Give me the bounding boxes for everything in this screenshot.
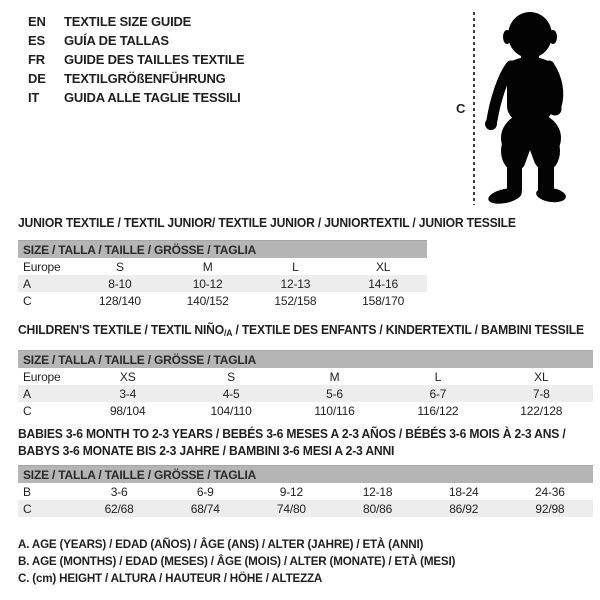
table-row bbox=[18, 500, 593, 517]
table-row bbox=[18, 258, 427, 275]
table-row bbox=[18, 402, 593, 419]
language-label: GUIDE DES TAILLES TEXTILE bbox=[64, 52, 245, 67]
size-cell: S bbox=[115, 259, 124, 274]
size-cell: XS bbox=[119, 369, 136, 384]
size-cell: XL bbox=[534, 369, 549, 384]
language-row bbox=[28, 50, 244, 69]
size-cell: 116/122 bbox=[417, 403, 459, 418]
language-code: DE bbox=[28, 71, 46, 86]
baby-silhouette bbox=[483, 8, 579, 208]
size-header-bar: SIZE / TALLA / TAILLE / GRÖSSE / TAGLIA bbox=[18, 241, 427, 259]
size-cell: XL bbox=[375, 259, 391, 274]
language-row bbox=[28, 12, 244, 31]
row-label: Europe bbox=[23, 259, 61, 274]
size-cell: 8-10 bbox=[76, 275, 164, 292]
size-cell: 152/158 bbox=[274, 293, 317, 308]
size-cell: 18-24 bbox=[448, 484, 479, 499]
size-cell: M bbox=[202, 259, 213, 274]
size-cell: 9-12 bbox=[279, 484, 303, 499]
size-cell: 6-9 bbox=[196, 484, 214, 499]
row-label: C bbox=[18, 500, 76, 517]
title-text: BABYS 3-6 MONATE BIS 2-3 JAHRE / BAMBINI 3-6 MESI A 2-3 ANNI bbox=[18, 444, 395, 458]
table-row bbox=[18, 368, 593, 385]
size-cell: 98/104 bbox=[109, 403, 146, 418]
language-code: EN bbox=[28, 14, 46, 29]
row-label: B bbox=[23, 484, 31, 499]
table-row bbox=[18, 275, 427, 292]
language-row bbox=[28, 88, 244, 107]
size-cell: 5-6 bbox=[283, 385, 386, 402]
size-cell: 10-12 bbox=[164, 275, 252, 292]
height-measure-label: C bbox=[456, 101, 466, 116]
size-cell: M bbox=[329, 369, 340, 384]
title-text: CHILDREN'S TEXTILE / TEXTIL NIÑO bbox=[18, 323, 224, 337]
language-code: IT bbox=[28, 90, 40, 105]
junior-table-title: JUNIOR TEXTILE / TEXTIL JUNIOR/ TEXTILE JUNIOR / JUNIORTEXTIL / JUNIOR TESSILE bbox=[18, 216, 516, 230]
size-cell: 6-7 bbox=[386, 385, 489, 402]
title-text: BABIES 3-6 MONTH TO 2-3 YEARS / BEBÉS 3-6 MESES A 2-3 AÑOS / BÉBÉS 3-6 MOIS À 2-3 ANS / bbox=[18, 427, 566, 441]
children-size-table bbox=[18, 350, 593, 419]
language-label: TEXTILE SIZE GUIDE bbox=[64, 14, 192, 29]
size-cell: 104/110 bbox=[210, 403, 252, 418]
size-cell: 74/80 bbox=[248, 500, 334, 517]
table-row bbox=[18, 385, 593, 402]
footnotes bbox=[18, 536, 469, 587]
table-row bbox=[18, 292, 427, 309]
size-cell: 128/140 bbox=[98, 293, 141, 308]
footnote-a: A. AGE (YEARS) / EDAD (AÑOS) / ÂGE (ANS) / ALTER (JAHRE) / ETÀ (ANNI) bbox=[18, 537, 424, 551]
size-cell: 68/74 bbox=[162, 500, 248, 517]
size-cell: 7-8 bbox=[490, 385, 593, 402]
size-cell: 158/170 bbox=[362, 293, 405, 308]
footnote-c: C. (cm) HEIGHT / ALTURA / HAUTEUR / HÖHE / ALTEZZA bbox=[18, 571, 323, 585]
title-subscript: /A bbox=[223, 328, 233, 338]
size-cell: 62/68 bbox=[76, 500, 162, 517]
row-label: Europe bbox=[23, 369, 61, 384]
row-label: A bbox=[18, 275, 76, 292]
height-measure-dashed-line bbox=[473, 12, 475, 205]
table-row bbox=[18, 483, 593, 500]
junior-size-table bbox=[18, 240, 427, 309]
size-cell: L bbox=[434, 369, 442, 384]
language-code: ES bbox=[28, 33, 45, 48]
children-table-title bbox=[18, 323, 584, 338]
size-header-bar: SIZE / TALLA / TAILLE / GRÖSSE / TAGLIA bbox=[18, 351, 593, 369]
row-label: C bbox=[23, 293, 32, 308]
size-cell: 14-16 bbox=[339, 275, 427, 292]
language-code: FR bbox=[28, 52, 45, 67]
size-cell: 3-4 bbox=[76, 385, 179, 402]
footnote-b: B. AGE (MONTHS) / EDAD (MESES) / ÂGE (MOIS) / ALTER (MONATE) / ETÀ (MESI) bbox=[18, 554, 456, 568]
size-header-bar: SIZE / TALLA / TAILLE / GRÖSSE / TAGLIA bbox=[18, 466, 593, 484]
row-label: C bbox=[23, 403, 32, 418]
size-cell: 86/92 bbox=[421, 500, 507, 517]
language-label: GUIDA ALLE TAGLIE TESSILI bbox=[64, 90, 241, 105]
babies-table-title bbox=[18, 426, 566, 460]
babies-size-table bbox=[18, 465, 593, 517]
language-label: GUÍA DE TALLAS bbox=[64, 33, 169, 48]
size-cell: 110/116 bbox=[314, 403, 355, 418]
size-cell: 92/98 bbox=[507, 500, 593, 517]
size-cell: 140/152 bbox=[186, 293, 229, 308]
language-header bbox=[28, 12, 244, 107]
size-cell: L bbox=[292, 259, 299, 274]
size-cell: 122/128 bbox=[520, 403, 563, 418]
row-label: A bbox=[18, 385, 76, 402]
size-cell: 24-36 bbox=[535, 484, 565, 499]
size-cell: 4-5 bbox=[179, 385, 282, 402]
size-cell: 80/86 bbox=[334, 500, 420, 517]
size-cell: 12-18 bbox=[362, 484, 393, 499]
language-row bbox=[28, 31, 244, 50]
language-label: TEXTILGRÖßENFÜHRUNG bbox=[64, 71, 226, 86]
size-cell: 12-13 bbox=[252, 275, 340, 292]
size-cell: 3-6 bbox=[110, 484, 128, 499]
title-text: / TEXTILE DES ENFANTS / KINDERTEXTIL / BAMBINI TESSILE bbox=[232, 323, 584, 337]
size-cell: S bbox=[227, 369, 235, 384]
language-row bbox=[28, 69, 244, 88]
